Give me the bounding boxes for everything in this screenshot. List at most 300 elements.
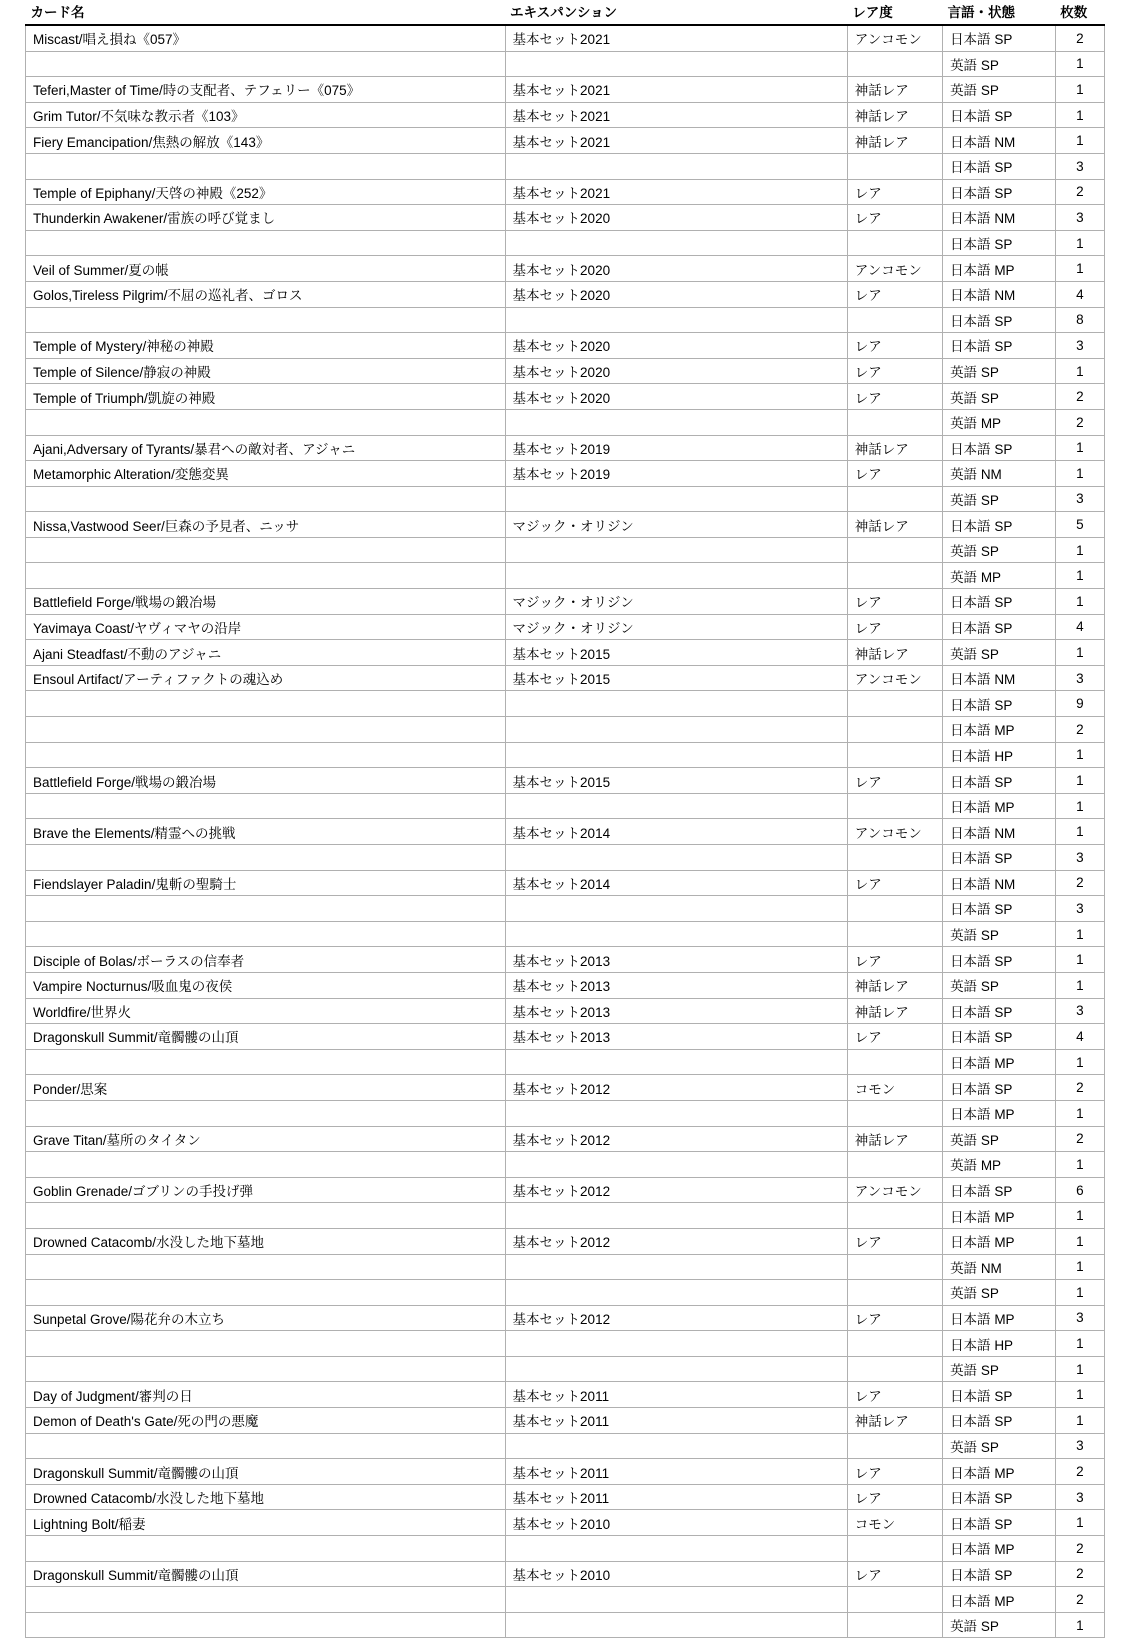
cell-expansion [505, 307, 847, 333]
table-header-row [26, 0, 1105, 25]
cell-quantity: 3 [1055, 333, 1104, 359]
cell-language-condition: 日本語 SP [943, 896, 1056, 922]
cell-quantity: 3 [1055, 1433, 1104, 1459]
cell-language-condition: 日本語 SP [943, 179, 1056, 205]
cell-rarity: レア [847, 768, 942, 794]
table-row [26, 179, 1105, 205]
column-header-expansion: エキスパンション [505, 0, 847, 25]
cell-language-condition: 日本語 NM [943, 281, 1056, 307]
cell-language-condition: 日本語 MP [943, 1305, 1056, 1331]
cell-rarity [847, 307, 942, 333]
cell-rarity [847, 51, 942, 77]
cell-quantity: 1 [1055, 1408, 1104, 1434]
cell-expansion [505, 486, 847, 512]
cell-rarity [847, 409, 942, 435]
cell-expansion: 基本セット2021 [505, 128, 847, 154]
cell-card-name [26, 717, 506, 743]
cell-language-condition: 英語 MP [943, 563, 1056, 589]
cell-card-name: Battlefield Forge/戦場の鍛冶場 [26, 768, 506, 794]
cell-quantity: 1 [1055, 1254, 1104, 1280]
cell-quantity: 1 [1055, 1356, 1104, 1382]
cell-quantity: 1 [1055, 1100, 1104, 1126]
cell-rarity: レア [847, 1228, 942, 1254]
cell-quantity: 1 [1055, 1049, 1104, 1075]
cell-language-condition: 英語 SP [943, 384, 1056, 410]
cell-rarity: レア [847, 614, 942, 640]
cell-card-name: Teferi,Master of Time/時の支配者、テフェリー《075》 [26, 77, 506, 103]
table-row [26, 77, 1105, 103]
cell-card-name: Dragonskull Summit/竜髑髏の山頂 [26, 1459, 506, 1485]
cell-quantity: 3 [1055, 998, 1104, 1024]
card-inventory-table [25, 0, 1105, 1638]
cell-quantity: 2 [1055, 870, 1104, 896]
table-row [26, 819, 1105, 845]
cell-quantity: 5 [1055, 512, 1104, 538]
cell-quantity: 1 [1055, 563, 1104, 589]
table-row [26, 333, 1105, 359]
cell-expansion: 基本セット2020 [505, 205, 847, 231]
cell-expansion: 基本セット2013 [505, 998, 847, 1024]
cell-rarity: コモン [847, 1510, 942, 1536]
cell-quantity: 1 [1055, 921, 1104, 947]
table-row [26, 768, 1105, 794]
cell-card-name: Temple of Epiphany/天啓の神殿《252》 [26, 179, 506, 205]
cell-expansion: 基本セット2013 [505, 972, 847, 998]
cell-card-name: Vampire Nocturnus/吸血鬼の夜侯 [26, 972, 506, 998]
cell-expansion [505, 1049, 847, 1075]
cell-expansion: マジック・オリジン [505, 512, 847, 538]
cell-expansion [505, 1280, 847, 1306]
cell-language-condition: 日本語 MP [943, 1100, 1056, 1126]
cell-card-name [26, 691, 506, 717]
cell-rarity [847, 486, 942, 512]
cell-quantity: 1 [1055, 640, 1104, 666]
cell-expansion [505, 691, 847, 717]
cell-language-condition: 日本語 MP [943, 1587, 1056, 1613]
cell-quantity: 1 [1055, 1228, 1104, 1254]
cell-expansion: 基本セット2014 [505, 819, 847, 845]
cell-quantity: 1 [1055, 1382, 1104, 1408]
cell-quantity: 3 [1055, 205, 1104, 231]
cell-card-name: Disciple of Bolas/ボーラスの信奉者 [26, 947, 506, 973]
cell-rarity [847, 691, 942, 717]
table-row [26, 1484, 1105, 1510]
cell-rarity: レア [847, 1305, 942, 1331]
table-row [26, 51, 1105, 77]
cell-rarity: レア [847, 870, 942, 896]
table-row [26, 640, 1105, 666]
cell-language-condition: 英語 SP [943, 640, 1056, 666]
cell-expansion [505, 845, 847, 871]
cell-expansion [505, 793, 847, 819]
table-row [26, 1126, 1105, 1152]
cell-card-name [26, 563, 506, 589]
cell-expansion: 基本セット2011 [505, 1459, 847, 1485]
cell-quantity: 6 [1055, 1177, 1104, 1203]
cell-rarity: アンコモン [847, 256, 942, 282]
cell-card-name: Veil of Summer/夏の帳 [26, 256, 506, 282]
cell-quantity: 1 [1055, 435, 1104, 461]
cell-expansion [505, 537, 847, 563]
cell-card-name [26, 1254, 506, 1280]
table-row [26, 896, 1105, 922]
table-row [26, 1305, 1105, 1331]
table-row [26, 1100, 1105, 1126]
cell-language-condition: 英語 NM [943, 1254, 1056, 1280]
table-row [26, 102, 1105, 128]
cell-quantity: 2 [1055, 1561, 1104, 1587]
cell-language-condition: 英語 SP [943, 1126, 1056, 1152]
cell-quantity: 1 [1055, 972, 1104, 998]
cell-rarity [847, 1356, 942, 1382]
cell-quantity: 1 [1055, 1152, 1104, 1178]
cell-expansion [505, 717, 847, 743]
table-row [26, 1561, 1105, 1587]
table-row [26, 972, 1105, 998]
cell-rarity [847, 793, 942, 819]
cell-expansion: 基本セット2011 [505, 1408, 847, 1434]
cell-card-name [26, 1203, 506, 1229]
cell-expansion: 基本セット2011 [505, 1382, 847, 1408]
cell-language-condition: 英語 SP [943, 921, 1056, 947]
cell-quantity: 1 [1055, 230, 1104, 256]
table-row [26, 1075, 1105, 1101]
cell-language-condition: 日本語 SP [943, 512, 1056, 538]
cell-card-name: Grim Tutor/不気味な教示者《103》 [26, 102, 506, 128]
table-row [26, 512, 1105, 538]
cell-language-condition: 日本語 HP [943, 1331, 1056, 1357]
table-row [26, 1459, 1105, 1485]
table-row [26, 845, 1105, 871]
cell-expansion: 基本セット2015 [505, 665, 847, 691]
cell-expansion: 基本セット2011 [505, 1484, 847, 1510]
cell-quantity: 1 [1055, 537, 1104, 563]
cell-expansion: 基本セット2012 [505, 1228, 847, 1254]
cell-card-name [26, 409, 506, 435]
table-row [26, 153, 1105, 179]
cell-quantity: 1 [1055, 461, 1104, 487]
cell-quantity: 3 [1055, 845, 1104, 871]
cell-card-name: Thunderkin Awakener/雷族の呼び覚まし [26, 205, 506, 231]
cell-language-condition: 日本語 SP [943, 1510, 1056, 1536]
cell-rarity [847, 1203, 942, 1229]
cell-rarity: レア [847, 205, 942, 231]
cell-card-name: Drowned Catacomb/水没した地下墓地 [26, 1228, 506, 1254]
cell-card-name [26, 742, 506, 768]
cell-language-condition: 英語 SP [943, 358, 1056, 384]
cell-expansion: 基本セット2020 [505, 384, 847, 410]
cell-quantity: 1 [1055, 1203, 1104, 1229]
cell-expansion [505, 1612, 847, 1638]
cell-language-condition: 日本語 SP [943, 1177, 1056, 1203]
cell-rarity: アンコモン [847, 819, 942, 845]
cell-card-name: Metamorphic Alteration/変態変異 [26, 461, 506, 487]
column-header-rarity: レア度 [847, 0, 942, 25]
cell-rarity: レア [847, 1561, 942, 1587]
cell-quantity: 1 [1055, 589, 1104, 615]
table-row [26, 793, 1105, 819]
table-row [26, 563, 1105, 589]
cell-card-name: Golos,Tireless Pilgrim/不屈の巡礼者、ゴロス [26, 281, 506, 307]
cell-language-condition: 日本語 SP [943, 589, 1056, 615]
cell-rarity: レア [847, 1024, 942, 1050]
cell-rarity [847, 1100, 942, 1126]
cell-rarity: レア [847, 1382, 942, 1408]
cell-language-condition: 日本語 HP [943, 742, 1056, 768]
cell-quantity: 3 [1055, 153, 1104, 179]
cell-rarity: コモン [847, 1075, 942, 1101]
cell-rarity: レア [847, 1459, 942, 1485]
cell-quantity: 1 [1055, 1331, 1104, 1357]
cell-card-name: Demon of Death's Gate/死の門の悪魔 [26, 1408, 506, 1434]
cell-expansion [505, 742, 847, 768]
table-row [26, 25, 1105, 51]
cell-rarity: レア [847, 947, 942, 973]
table-row [26, 691, 1105, 717]
cell-expansion: 基本セット2015 [505, 768, 847, 794]
cell-quantity: 1 [1055, 102, 1104, 128]
cell-card-name: Temple of Mystery/神秘の神殿 [26, 333, 506, 359]
table-row [26, 1049, 1105, 1075]
cell-expansion: 基本セット2020 [505, 333, 847, 359]
cell-expansion: マジック・オリジン [505, 589, 847, 615]
cell-card-name [26, 793, 506, 819]
cell-language-condition: 日本語 NM [943, 819, 1056, 845]
cell-quantity: 1 [1055, 947, 1104, 973]
cell-card-name: Fiery Emancipation/焦熱の解放《143》 [26, 128, 506, 154]
cell-card-name: Goblin Grenade/ゴブリンの手投げ弾 [26, 1177, 506, 1203]
cell-card-name: Grave Titan/墓所のタイタン [26, 1126, 506, 1152]
table-row [26, 1536, 1105, 1562]
cell-card-name: Brave the Elements/精霊への挑戦 [26, 819, 506, 845]
cell-quantity: 1 [1055, 819, 1104, 845]
table-row [26, 537, 1105, 563]
cell-card-name [26, 1049, 506, 1075]
table-row [26, 486, 1105, 512]
cell-expansion: 基本セット2014 [505, 870, 847, 896]
cell-language-condition: 日本語 SP [943, 1075, 1056, 1101]
cell-card-name [26, 1356, 506, 1382]
cell-quantity: 2 [1055, 1459, 1104, 1485]
cell-card-name: Worldfire/世界火 [26, 998, 506, 1024]
table-row [26, 384, 1105, 410]
cell-quantity: 4 [1055, 614, 1104, 640]
cell-quantity: 9 [1055, 691, 1104, 717]
table-row [26, 1024, 1105, 1050]
cell-language-condition: 日本語 SP [943, 998, 1056, 1024]
cell-quantity: 2 [1055, 409, 1104, 435]
cell-quantity: 1 [1055, 128, 1104, 154]
cell-rarity: 神話レア [847, 77, 942, 103]
cell-card-name [26, 153, 506, 179]
cell-card-name: Fiendslayer Paladin/鬼斬の聖騎士 [26, 870, 506, 896]
cell-expansion [505, 1254, 847, 1280]
cell-rarity [847, 563, 942, 589]
cell-language-condition: 日本語 MP [943, 793, 1056, 819]
cell-language-condition: 日本語 SP [943, 1561, 1056, 1587]
cell-card-name: Yavimaya Coast/ヤヴィマヤの沿岸 [26, 614, 506, 640]
cell-card-name: Battlefield Forge/戦場の鍛冶場 [26, 589, 506, 615]
table-row [26, 870, 1105, 896]
cell-quantity: 2 [1055, 1587, 1104, 1613]
table-row [26, 1203, 1105, 1229]
cell-rarity: 神話レア [847, 435, 942, 461]
cell-quantity: 2 [1055, 384, 1104, 410]
table-row [26, 1356, 1105, 1382]
table-row [26, 1382, 1105, 1408]
cell-rarity: レア [847, 1484, 942, 1510]
cell-language-condition: 日本語 SP [943, 691, 1056, 717]
cell-language-condition: 日本語 SP [943, 230, 1056, 256]
cell-expansion [505, 1433, 847, 1459]
cell-language-condition: 英語 SP [943, 1433, 1056, 1459]
cell-quantity: 1 [1055, 1612, 1104, 1638]
cell-quantity: 3 [1055, 486, 1104, 512]
cell-rarity: レア [847, 179, 942, 205]
cell-quantity: 1 [1055, 742, 1104, 768]
cell-language-condition: 日本語 NM [943, 128, 1056, 154]
cell-expansion: 基本セット2021 [505, 25, 847, 51]
cell-card-name [26, 537, 506, 563]
cell-language-condition: 日本語 SP [943, 768, 1056, 794]
cell-card-name: Temple of Silence/静寂の神殿 [26, 358, 506, 384]
cell-card-name: Ensoul Artifact/アーティファクトの魂込め [26, 665, 506, 691]
cell-expansion [505, 563, 847, 589]
cell-language-condition: 日本語 NM [943, 205, 1056, 231]
cell-card-name [26, 1433, 506, 1459]
cell-expansion: 基本セット2012 [505, 1305, 847, 1331]
cell-expansion: 基本セット2012 [505, 1075, 847, 1101]
cell-rarity [847, 1049, 942, 1075]
cell-quantity: 1 [1055, 256, 1104, 282]
cell-expansion: 基本セット2013 [505, 947, 847, 973]
cell-quantity: 1 [1055, 1280, 1104, 1306]
cell-language-condition: 日本語 SP [943, 1024, 1056, 1050]
cell-language-condition: 日本語 SP [943, 25, 1056, 51]
table-row [26, 1331, 1105, 1357]
cell-quantity: 3 [1055, 665, 1104, 691]
cell-quantity: 1 [1055, 77, 1104, 103]
cell-rarity: レア [847, 461, 942, 487]
cell-rarity: レア [847, 358, 942, 384]
cell-expansion [505, 1203, 847, 1229]
cell-language-condition: 英語 SP [943, 51, 1056, 77]
table-row [26, 281, 1105, 307]
cell-expansion: 基本セット2021 [505, 179, 847, 205]
cell-quantity: 3 [1055, 1305, 1104, 1331]
cell-language-condition: 日本語 SP [943, 307, 1056, 333]
cell-rarity [847, 742, 942, 768]
cell-rarity: レア [847, 333, 942, 359]
cell-card-name [26, 845, 506, 871]
cell-card-name: Nissa,Vastwood Seer/巨森の予見者、ニッサ [26, 512, 506, 538]
cell-quantity: 2 [1055, 179, 1104, 205]
cell-card-name [26, 1152, 506, 1178]
cell-rarity [847, 1254, 942, 1280]
cell-expansion [505, 153, 847, 179]
cell-language-condition: 日本語 SP [943, 1484, 1056, 1510]
table-row [26, 230, 1105, 256]
cell-language-condition: 日本語 MP [943, 1203, 1056, 1229]
cell-expansion: 基本セット2010 [505, 1561, 847, 1587]
cell-language-condition: 英語 SP [943, 972, 1056, 998]
cell-card-name: Drowned Catacomb/水没した地下墓地 [26, 1484, 506, 1510]
cell-rarity: 神話レア [847, 512, 942, 538]
cell-language-condition: 日本語 SP [943, 1382, 1056, 1408]
cell-card-name: Dragonskull Summit/竜髑髏の山頂 [26, 1024, 506, 1050]
cell-rarity: アンコモン [847, 1177, 942, 1203]
table-body [26, 25, 1105, 1638]
cell-rarity [847, 717, 942, 743]
cell-quantity: 1 [1055, 358, 1104, 384]
cell-expansion [505, 1100, 847, 1126]
column-header-quantity: 枚数 [1055, 0, 1104, 25]
cell-rarity [847, 845, 942, 871]
cell-language-condition: 日本語 SP [943, 614, 1056, 640]
cell-rarity: 神話レア [847, 102, 942, 128]
cell-expansion [505, 1331, 847, 1357]
cell-rarity [847, 1280, 942, 1306]
cell-quantity: 3 [1055, 1484, 1104, 1510]
cell-expansion: 基本セット2020 [505, 281, 847, 307]
cell-quantity: 2 [1055, 1536, 1104, 1562]
cell-rarity [847, 1331, 942, 1357]
table-row [26, 614, 1105, 640]
table-row [26, 1510, 1105, 1536]
cell-language-condition: 英語 SP [943, 486, 1056, 512]
cell-quantity: 1 [1055, 768, 1104, 794]
cell-expansion: 基本セット2021 [505, 102, 847, 128]
cell-rarity: 神話レア [847, 998, 942, 1024]
table-row [26, 128, 1105, 154]
cell-language-condition: 日本語 NM [943, 870, 1056, 896]
cell-rarity [847, 1433, 942, 1459]
cell-language-condition: 日本語 MP [943, 1228, 1056, 1254]
cell-rarity [847, 1536, 942, 1562]
cell-language-condition: 日本語 SP [943, 845, 1056, 871]
table-row [26, 1254, 1105, 1280]
cell-expansion: 基本セット2020 [505, 358, 847, 384]
cell-quantity: 3 [1055, 896, 1104, 922]
cell-expansion [505, 1536, 847, 1562]
table-row [26, 358, 1105, 384]
cell-quantity: 1 [1055, 793, 1104, 819]
table-row [26, 409, 1105, 435]
table-row [26, 742, 1105, 768]
cell-expansion [505, 921, 847, 947]
cell-language-condition: 英語 SP [943, 77, 1056, 103]
cell-language-condition: 英語 SP [943, 537, 1056, 563]
table-row [26, 1280, 1105, 1306]
cell-language-condition: 英語 SP [943, 1612, 1056, 1638]
table-row [26, 1612, 1105, 1638]
column-header-language-condition: 言語・状態 [943, 0, 1056, 25]
cell-quantity: 8 [1055, 307, 1104, 333]
cell-rarity: アンコモン [847, 25, 942, 51]
cell-rarity: レア [847, 384, 942, 410]
cell-language-condition: 日本語 SP [943, 102, 1056, 128]
cell-expansion [505, 230, 847, 256]
cell-card-name [26, 1331, 506, 1357]
cell-card-name [26, 51, 506, 77]
cell-card-name: Miscast/唱え損ね《057》 [26, 25, 506, 51]
table-row [26, 1228, 1105, 1254]
cell-card-name: Day of Judgment/審判の日 [26, 1382, 506, 1408]
cell-quantity: 2 [1055, 717, 1104, 743]
cell-card-name [26, 1280, 506, 1306]
cell-language-condition: 日本語 NM [943, 665, 1056, 691]
table-row [26, 461, 1105, 487]
